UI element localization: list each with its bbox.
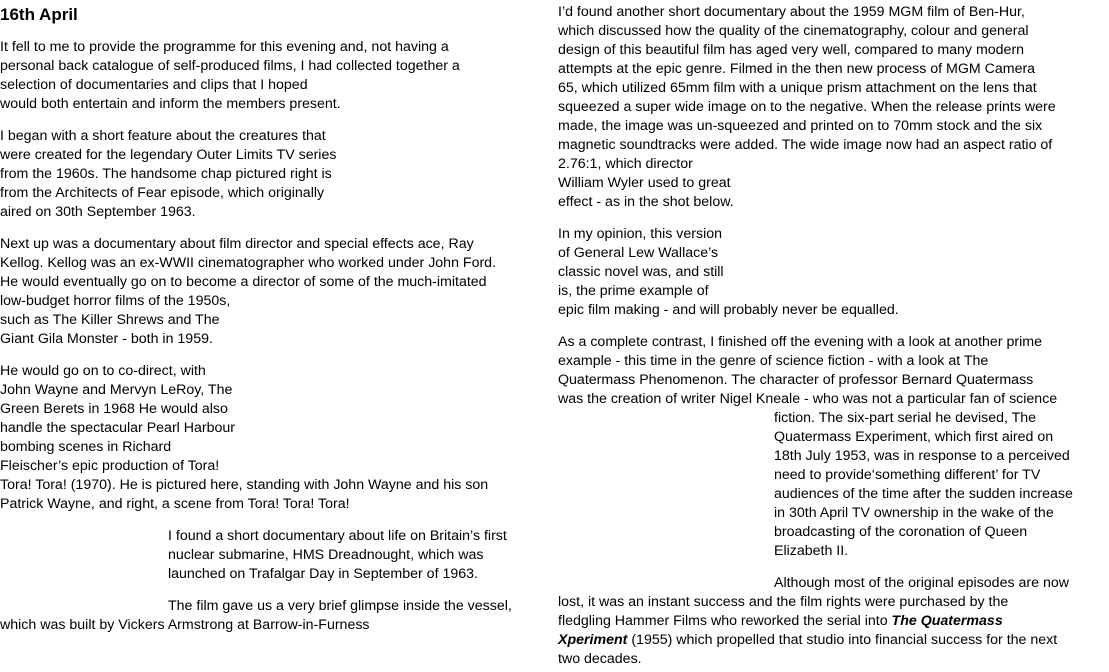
text-line: design of this beautiful film has aged very well, compared to many modern [558, 42, 1025, 58]
text-line: Although most of the original episodes are now [774, 575, 1069, 591]
text-line: which was built by Vickers Armstrong at Barrow-in-Furness [0, 617, 370, 633]
text-line: I began with a short feature about the creatures that [0, 128, 326, 144]
text-line: made, the image was un-squeezed and printed on to 70mm stock and the six [558, 118, 1043, 134]
text-line: audiences of the time after the sudden increase [774, 486, 1073, 502]
text-line: In my opinion, this version [558, 226, 723, 242]
text-line: 2.76:1, which director [558, 156, 693, 172]
text-line: classic novel was, and still [558, 264, 724, 280]
text-line: epic film making - and will probably never be equalled. [558, 302, 899, 318]
text-line: I found a short documentary about life on Britain’s first [168, 528, 507, 544]
text-line: were created for the legendary Outer Limits TV series [0, 147, 337, 163]
text-line: in 30th April TV ownership in the wake of the [774, 505, 1054, 521]
text-line: handle the spectacular Pearl Harbour [0, 420, 236, 436]
text-line: Quatermass Experiment, which first aired on [774, 429, 1054, 445]
text-line [558, 631, 1057, 650]
text-line: from the 1960s. The handsome chap pictured right is [0, 166, 332, 182]
text-line: two decades. [558, 651, 642, 667]
text-line: is, the prime example of [558, 283, 709, 299]
text-line: fiction. The six-part serial he devised, The [774, 410, 1037, 426]
text-line: Fleischer’s epic production of Tora! [0, 458, 220, 474]
text-line: selection of documentaries and clips that I hoped [0, 77, 308, 93]
text-line: Patrick Wayne, and right, a scene from Tora! Tora! Tora! [0, 496, 350, 512]
text-line: Quatermass Phenomenon. The character of professor Bernard Quatermass [558, 372, 1034, 388]
text-line: lost, it was an instant success and the film rights were purchased by the [558, 594, 1009, 610]
text-line: personal back catalogue of self-produced films, I had collected together a [0, 58, 460, 74]
text-line: from the Architects of Fear episode, which originally [0, 185, 325, 201]
text-line: William Wyler used to great [558, 175, 731, 191]
text-line: magnetic soundtracks were added. The wide image now had an aspect ratio of [558, 137, 1053, 153]
text-line: 18th July 1953, was in response to a perceived [774, 448, 1070, 464]
text-line: The film gave us a very brief glimpse inside the vessel, [168, 598, 512, 614]
text-line: Giant Gila Monster - both in 1959. [0, 331, 213, 347]
text-line: low-budget horror films of the 1950s, [0, 293, 231, 309]
text-run: (1955) which propelled that studio into financial success for the next [627, 632, 1058, 648]
text-line: John Wayne and Mervyn LeRoy, The [0, 382, 233, 398]
text-line: Tora! Tora! (1970). He is pictured here, standing with John Wayne and his son [0, 477, 489, 493]
text-line: As a complete contrast, I finished off the evening with a look at another prime [558, 334, 1042, 350]
page-title: 16th April [0, 5, 78, 24]
text-line: He would go on to co-direct, with [0, 363, 206, 379]
text-line: bombing scenes in Richard [0, 439, 172, 455]
text-line: Green Berets in 1968 He would also [0, 401, 228, 417]
text-line: launched on Trafalgar Day in September of 1963. [168, 566, 478, 582]
text-line: would both entertain and inform the members present. [0, 96, 341, 112]
text-line: nuclear submarine, HMS Dreadnought, which was [168, 547, 484, 563]
text-line: of General Lew Wallace’s [558, 245, 719, 261]
text-line: He would eventually go on to become a director of some of the much-imitated [0, 274, 487, 290]
text-line: which discussed how the quality of the cinematography, colour and general [558, 23, 1029, 39]
film-title-emphasis: The Quatermass [891, 613, 1003, 629]
text-line: Kellog. Kellog was an ex-WWII cinematographer who worked under John Ford. [0, 255, 497, 271]
text-line: such as The Killer Shrews and The [0, 312, 220, 328]
text-line: example - this time in the genre of science fiction - with a look at The [558, 353, 989, 369]
text-line: attempts at the epic genre. Filmed in the then new process of MGM Camera [558, 61, 1036, 77]
text-line: It fell to me to provide the programme for this evening and, not having a [0, 39, 449, 55]
text-line: 65, which utilized 65mm film with a unique prism attachment on the lens that [558, 80, 1037, 96]
text-line: broadcasting of the coronation of Queen [774, 524, 1028, 540]
film-title-emphasis: Xperiment [558, 632, 628, 648]
text-line [558, 612, 1003, 631]
text-line: effect - as in the shot below. [558, 194, 734, 210]
text-line: was the creation of writer Nigel Kneale - who was not a particular fan of science [558, 391, 1058, 407]
text-line: aired on 30th September 1963. [0, 204, 196, 220]
text-line: need to provide‘something different’ for TV [774, 467, 1041, 483]
text-line: Next up was a documentary about film director and special effects ace, Ray [0, 236, 474, 252]
text-line: squeezed a super wide image on to the negative. When the release prints were [558, 99, 1056, 115]
text-run: fledgling Hammer Films who reworked the serial into [558, 613, 892, 629]
text-line: Elizabeth II. [774, 543, 849, 559]
text-line: I’d found another short documentary about the 1959 MGM film of Ben-Hur, [558, 4, 1025, 20]
